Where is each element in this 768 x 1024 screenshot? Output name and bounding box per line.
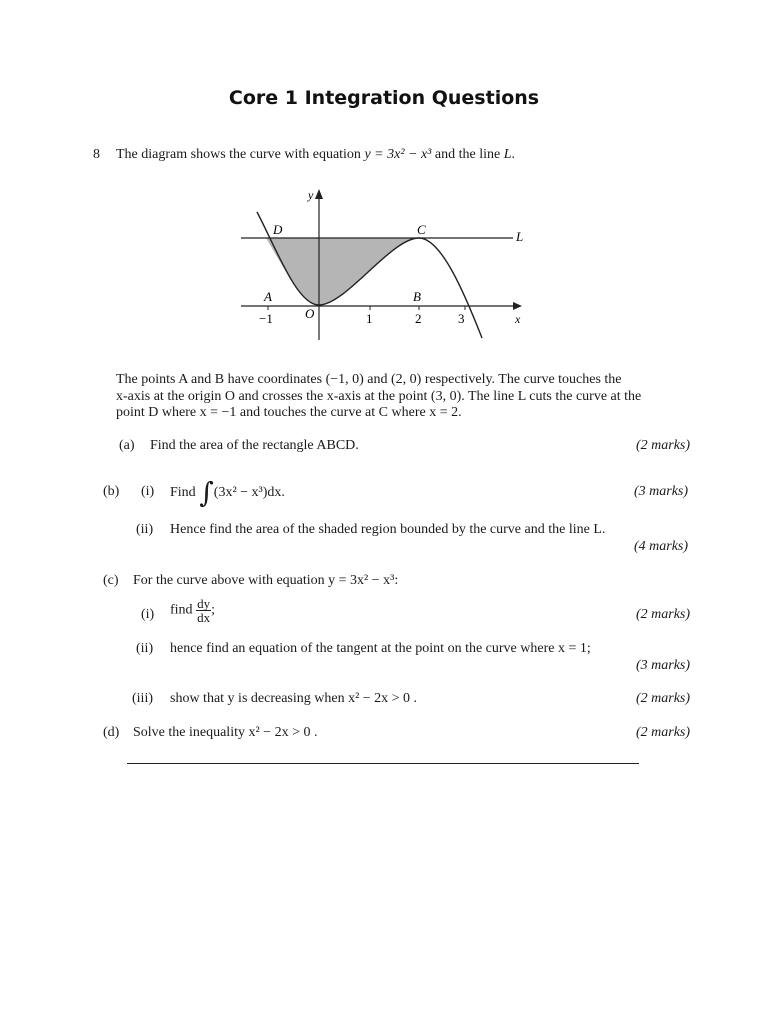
- x-axis-arrow: [513, 302, 522, 310]
- part-c-ii-label: (ii): [136, 641, 154, 656]
- description-line-2: x-axis at the origin O and crosses the x-axis at the point (3, 0). The line L cuts the curve at the: [116, 388, 642, 404]
- part-b-i-integrand: (3x² − x³)dx.: [213, 485, 285, 500]
- part-c-i-suffix: ;: [211, 602, 215, 618]
- tick-label-1: 1: [366, 311, 373, 326]
- part-d-marks: (2 marks): [636, 725, 691, 740]
- part-a-text: Find the area of the rectangle ABCD.: [150, 438, 359, 453]
- fraction-numerator: dy: [197, 596, 211, 611]
- part-c-i-label: (i): [141, 607, 155, 622]
- question-intro-b: and the line: [431, 147, 504, 162]
- part-d-text: Solve the inequality x² − 2x > 0 .: [133, 725, 318, 740]
- point-d-label: D: [273, 222, 283, 237]
- part-c-ii-marks: (3 marks): [636, 658, 691, 673]
- question-intro-equation: y = 3x² − x³: [364, 147, 432, 162]
- part-d-label: (d): [103, 725, 120, 740]
- part-b-i-question: [170, 476, 285, 509]
- question-intro-a: The diagram shows the curve with equation: [116, 147, 365, 162]
- part-b-i-text: Find: [170, 485, 196, 500]
- part-c-iii-marks: (2 marks): [636, 691, 691, 706]
- point-b-label: B: [413, 289, 421, 304]
- curve-diagram: [0, 0, 768, 360]
- part-c-iii-label: (iii): [132, 691, 153, 706]
- part-a-marks: (2 marks): [636, 438, 691, 453]
- part-b-label: (b): [103, 484, 120, 499]
- question-intro-line: L: [503, 147, 512, 162]
- x-axis-label: x: [515, 312, 521, 326]
- fraction-denominator: dx: [197, 610, 211, 625]
- description-line-3: point D where x = −1 and touches the curve at C where x = 2.: [116, 405, 462, 420]
- point-a-label: A: [264, 289, 272, 304]
- part-c-text: For the curve above with equation y = 3x² − x³:: [133, 573, 399, 588]
- y-axis-label: y: [308, 188, 314, 202]
- part-a-label: (a): [119, 438, 135, 453]
- part-c-iii-text: show that y is decreasing when x² − 2x > 0 .: [170, 691, 418, 706]
- part-b-ii-marks: (4 marks): [634, 539, 689, 554]
- integral-sign-icon: ∫: [199, 476, 214, 509]
- derivative-fraction: [196, 597, 211, 624]
- y-axis-arrow: [315, 189, 323, 199]
- part-b-i-marks: (3 marks): [634, 484, 689, 499]
- tick-label-2: 2: [415, 311, 422, 326]
- part-b-ii-text: Hence find the area of the shaded region bounded by the curve and the line L.: [170, 522, 606, 537]
- part-c-i-text: find: [170, 602, 193, 618]
- part-b-ii-label: (ii): [136, 522, 154, 537]
- part-c-ii-text: hence find an equation of the tangent at the point on the curve where x = 1;: [170, 641, 591, 656]
- part-c-i-question: [170, 597, 215, 624]
- part-c-label: (c): [103, 573, 119, 588]
- horizontal-rule: [127, 763, 639, 764]
- page-title: Core 1 Integration Questions: [228, 87, 540, 109]
- description-line-1: The points A and B have coordinates (−1, 0) and (2, 0) respectively. The curve touches the: [116, 372, 622, 387]
- origin-label: O: [305, 306, 315, 321]
- point-c-label: C: [417, 222, 426, 237]
- tick-label-3: 3: [458, 311, 465, 326]
- part-b-i-label: (i): [141, 484, 155, 499]
- question-number: 8: [93, 147, 100, 162]
- part-c-i-marks: (2 marks): [636, 607, 691, 622]
- description-paragraph: [116, 372, 701, 422]
- line-l-label: L: [516, 229, 524, 244]
- tick-label-minus-1: −1: [259, 311, 273, 326]
- question-intro-c: .: [511, 147, 515, 162]
